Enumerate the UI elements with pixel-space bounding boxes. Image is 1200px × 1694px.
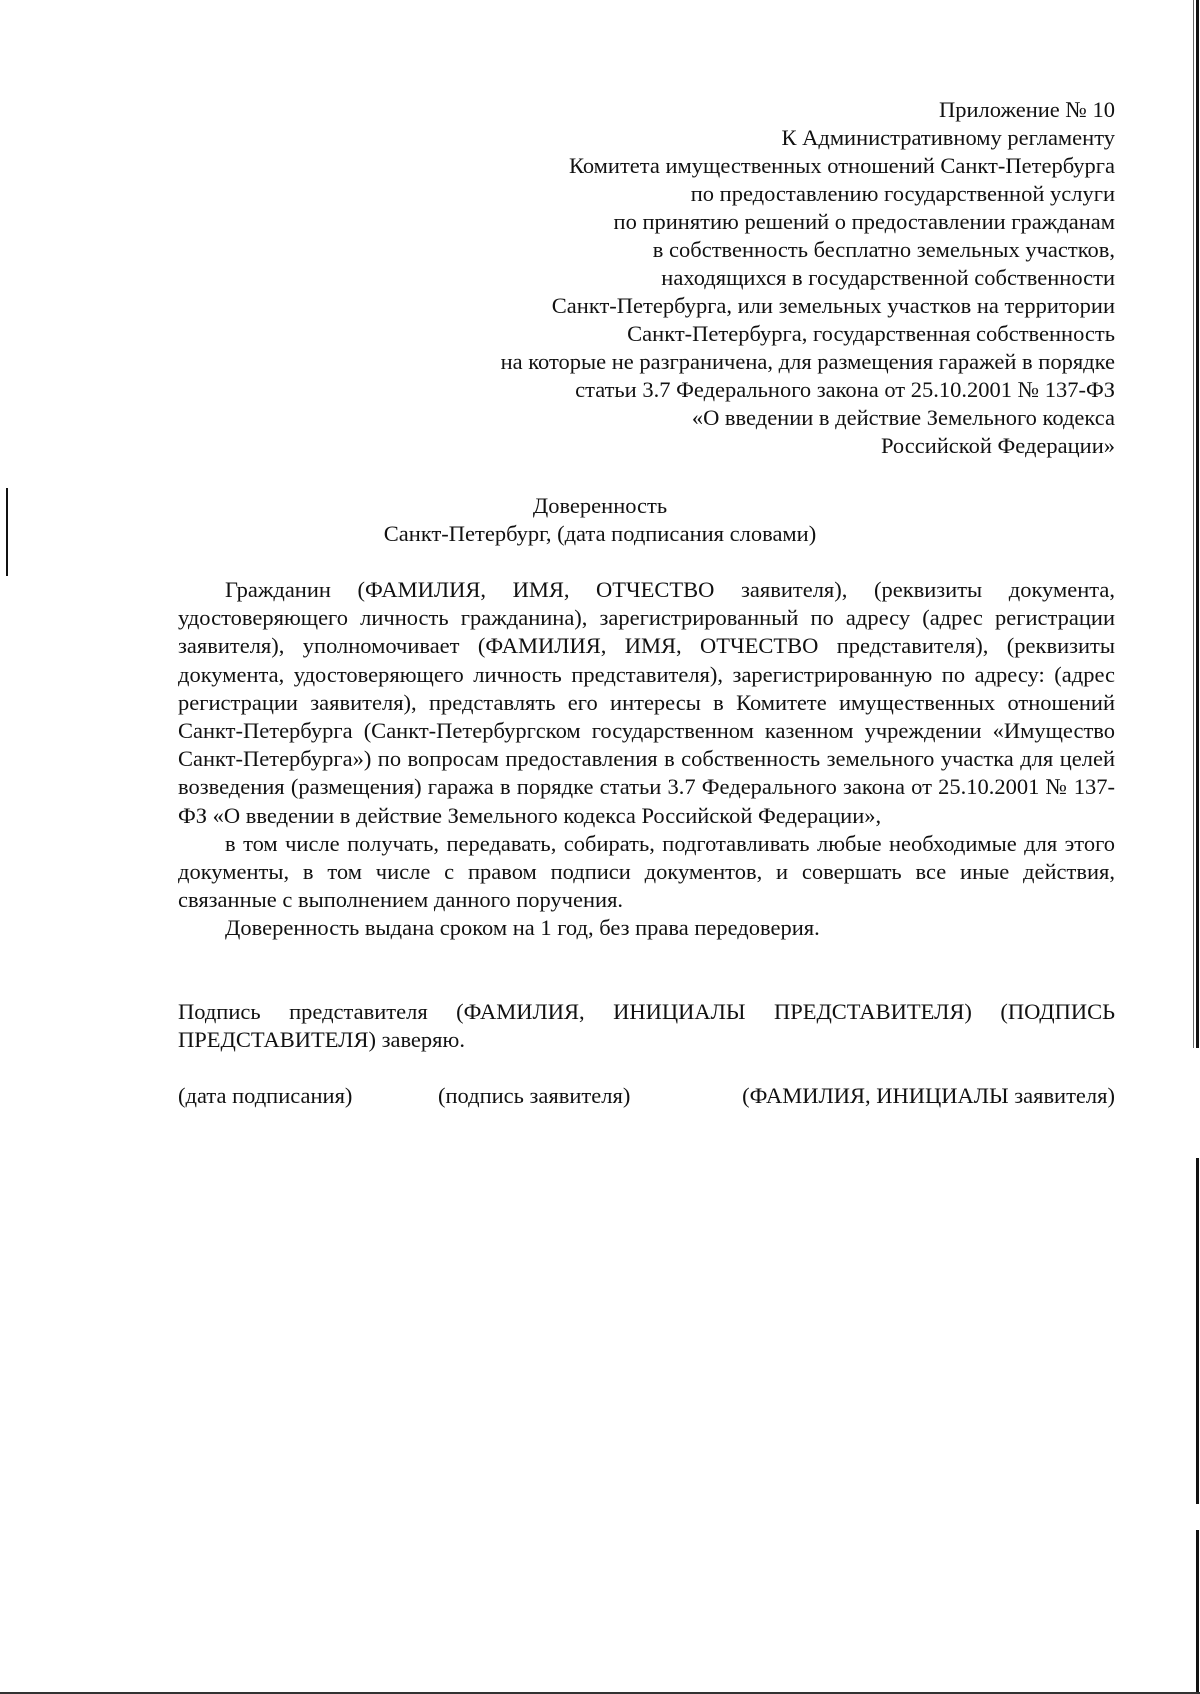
body-paragraph: в том числе получать, передавать, собирать, подготавливать любые необходимые для этого документы, в том числе с правом подписи документов, и совершать все иные действия, связанные с выполнением данного поручения. xyxy=(178,830,1115,913)
signature-applicant-field: (подпись заявителя) xyxy=(438,1083,631,1108)
document-title-block xyxy=(0,492,1200,548)
annex-line: Приложение № 10 xyxy=(939,97,1115,122)
signature-row xyxy=(178,1082,1115,1110)
annex-line: Санкт-Петербурга, государственная собственность xyxy=(627,321,1115,346)
signature-name-field: (ФАМИЛИЯ, ИНИЦИАЛЫ заявителя) xyxy=(742,1083,1115,1108)
scan-artifact-line xyxy=(6,488,8,576)
annex-header xyxy=(395,96,1115,460)
signature-date-field: (дата подписания) xyxy=(178,1083,353,1108)
annex-line: «О введении в действие Земельного кодекса xyxy=(691,405,1115,430)
annex-line: по предоставлению государственной услуги xyxy=(690,181,1115,206)
annex-line: Санкт-Петербурга, или земельных участков на территории xyxy=(551,293,1115,318)
annex-line: Комитета имущественных отношений Санкт-Петербурга xyxy=(568,153,1115,178)
body-paragraph: Доверенность выдана сроком на 1 год, без права передоверия. xyxy=(225,915,820,941)
document-heading: Доверенность xyxy=(532,493,668,518)
annex-line: К Административному регламенту xyxy=(781,125,1115,150)
annex-line: по принятию решений о предоставлении гражданам xyxy=(613,209,1115,234)
annex-line: на которые не разграничена, для размещения гаражей в порядке xyxy=(500,349,1115,374)
body-paragraph: Гражданин (ФАМИЛИЯ, ИМЯ, ОТЧЕСТВО заявителя), (реквизиты документа, удостоверяющего личность гражданина), зарегистрированный по адресу (адрес регистрации заявителя), уполномочивает (ФАМИЛИЯ, ИМЯ, ОТЧЕСТВО представителя), (реквизиты документа, удостоверяющего личность представителя), зарегистрированную по адресу: (адрес регистрации заявителя), представлять его интересы в Комитете имущественных отношений Санкт-Петербурга (Санкт-Петербургском государственном казенном учреждении «Имущество Санкт-Петербурга») по вопросам предоставления в собственность земельного участка для целей возведения (размещения) гаража в порядке статьи 3.7 Федерального закона от 25.10.2001 № 137-ФЗ «О введении в действие Земельного кодекса Российской Федерации», xyxy=(178,577,1115,828)
document-place-date: Санкт-Петербург, (дата подписания словами) xyxy=(383,521,817,546)
scan-artifact-line xyxy=(1196,0,1199,1048)
certification-text: Подпись представителя (ФАМИЛИЯ, ИНИЦИАЛЫ ПРЕДСТАВИТЕЛЯ) (ПОДПИСЬ ПРЕДСТАВИТЕЛЯ) заверяю. xyxy=(178,999,1115,1053)
annex-line: Российской Федерации» xyxy=(880,433,1115,458)
scan-artifact-line xyxy=(1196,1158,1199,1504)
annex-line: статьи 3.7 Федерального закона от 25.10.2001 № 137-ФЗ xyxy=(575,377,1115,402)
scan-artifact-line xyxy=(1196,1530,1199,1694)
scan-artifact-line xyxy=(1193,0,1194,1048)
document-body xyxy=(178,576,1115,943)
annex-line: находящихся в государственной собственности xyxy=(661,265,1115,290)
annex-line: в собственность бесплатно земельных участков, xyxy=(652,237,1115,262)
